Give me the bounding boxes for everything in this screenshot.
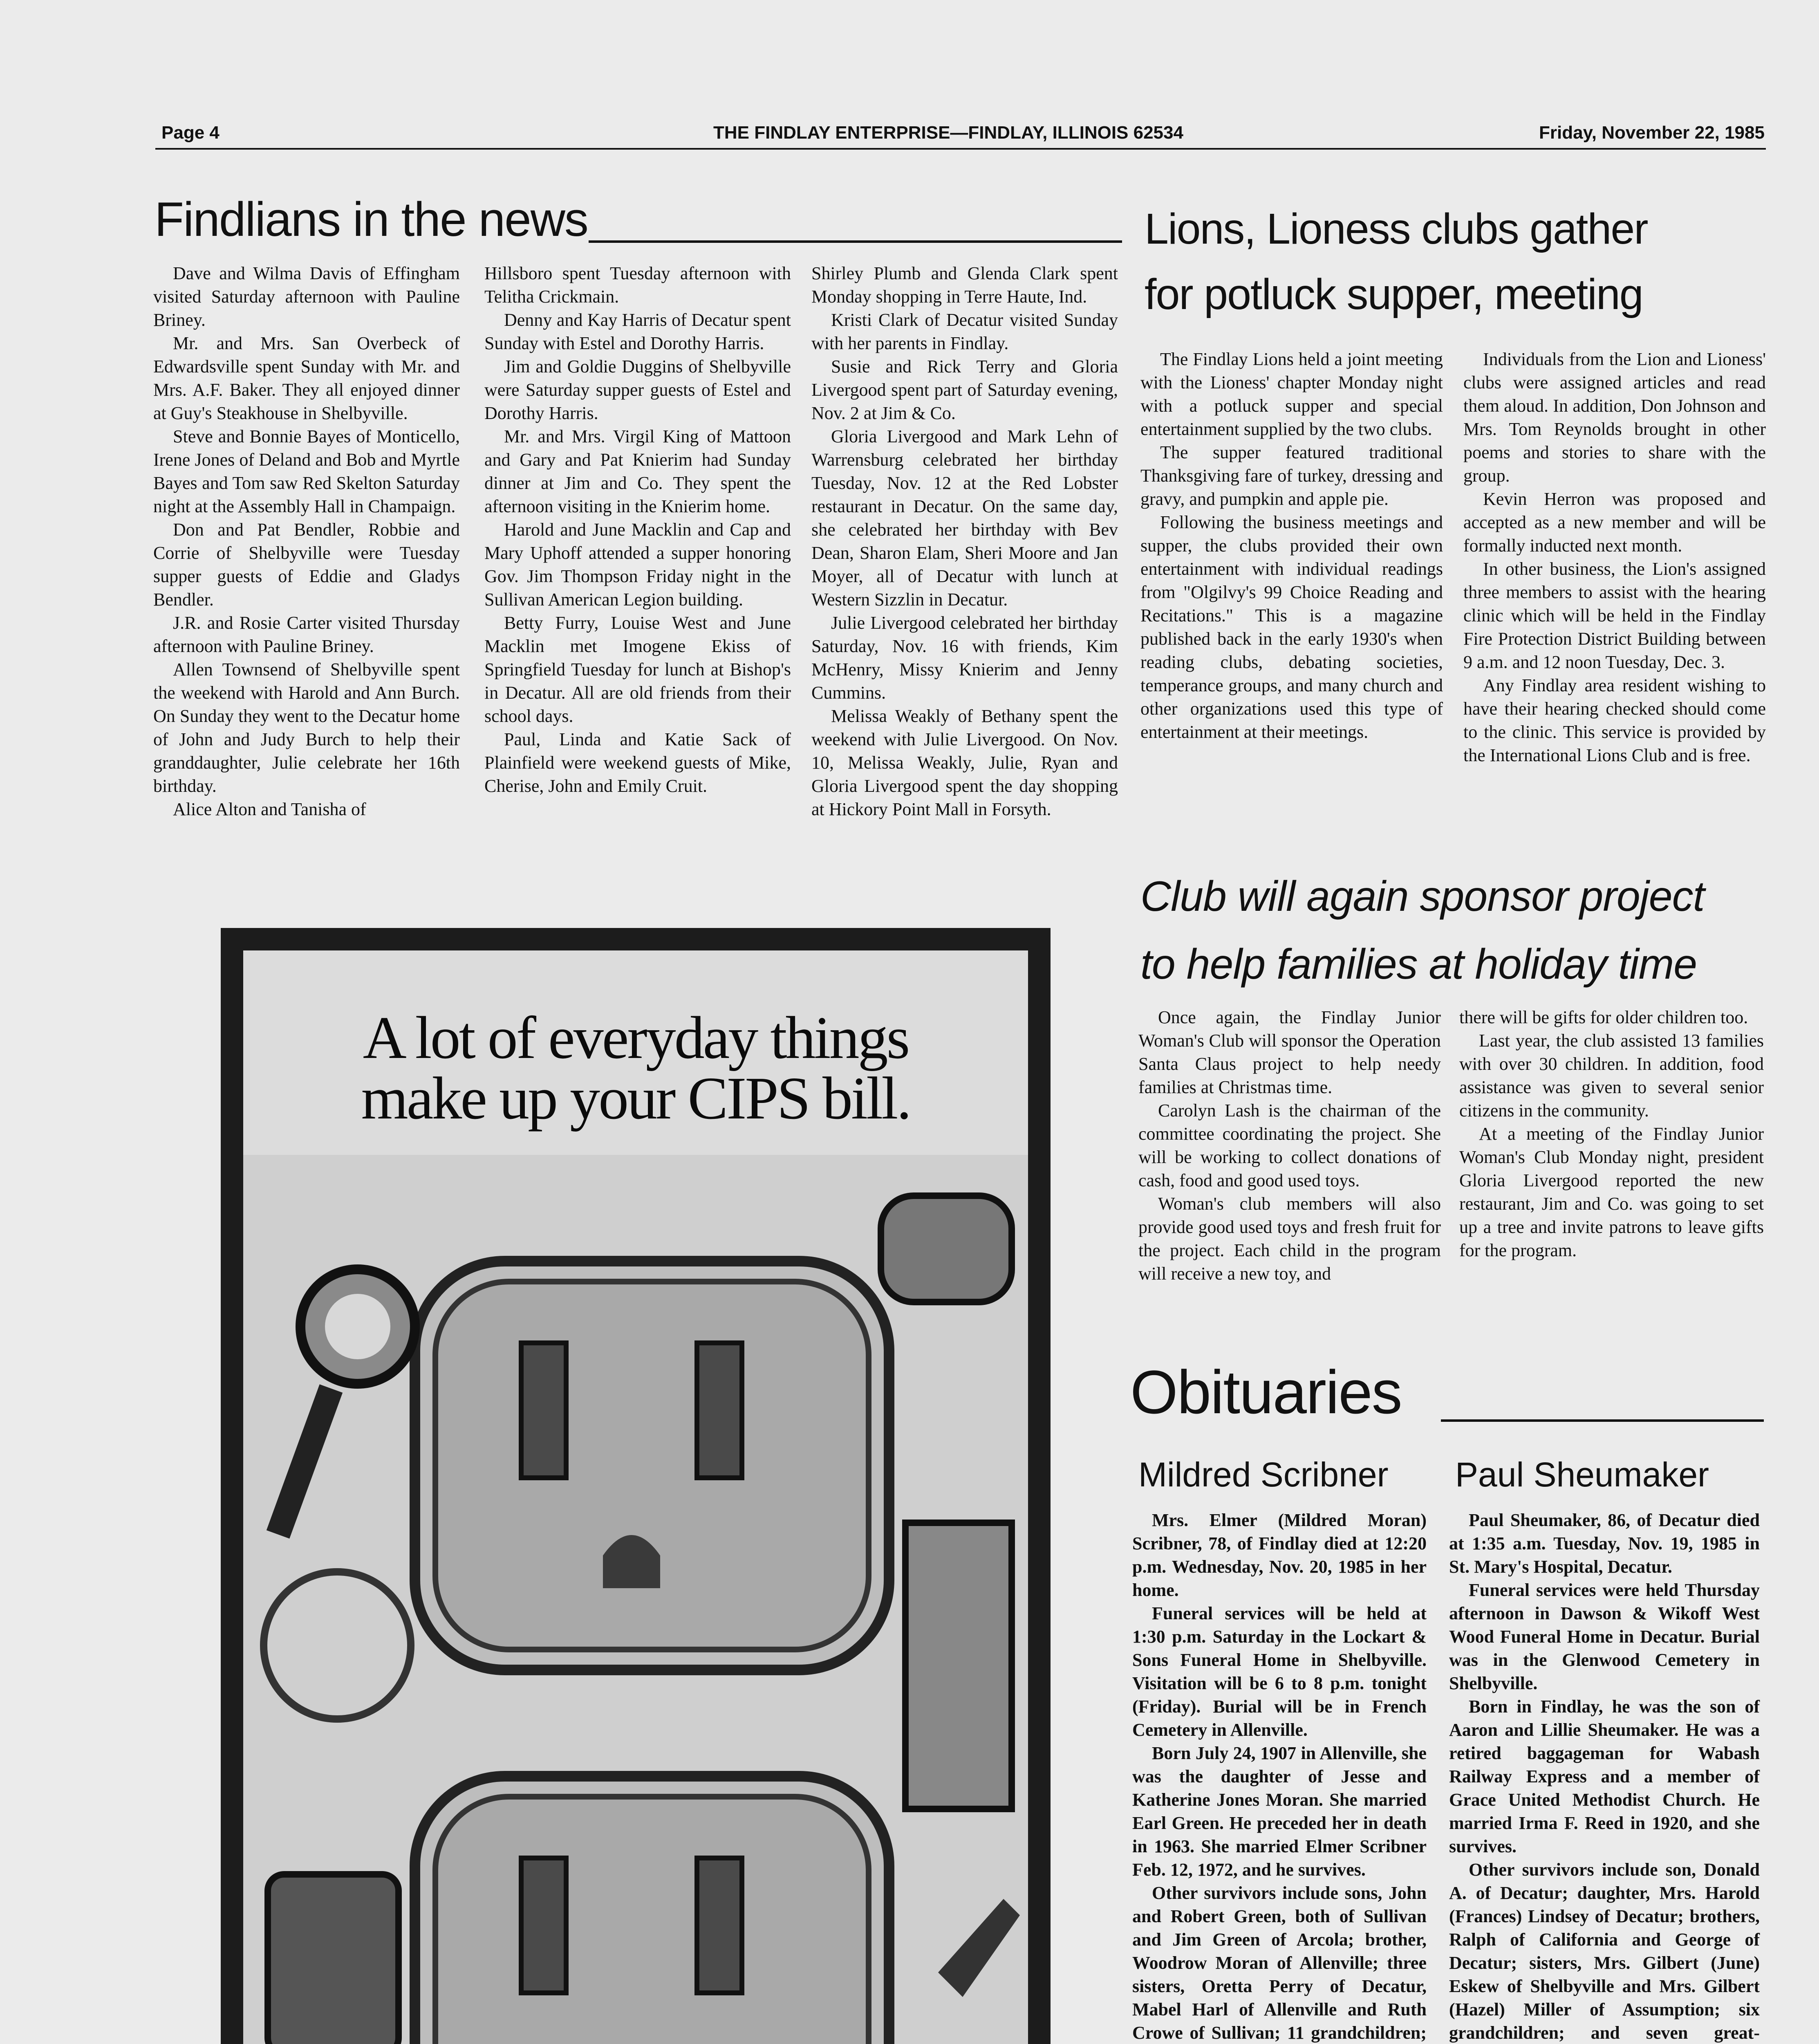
findlians-paragraph: Steve and Bonnie Bayes of Monticello, Irene Jones of Deland and Bob and Myrtle Bayes and Tom saw Red Skelton Saturday night at the Assembly Hall in Champaign. (153, 426, 460, 516)
appliance-outlet-illustration (243, 1155, 1028, 2044)
findlians-paragraph: Jim and Goldie Duggins of Shelbyville were Saturday supper guests of Estel and Dorothy Harris. (484, 356, 791, 423)
findlians-column-3 (811, 262, 1118, 821)
lions-headline (1145, 196, 1766, 327)
club-column-2 (1459, 1006, 1764, 1262)
lions-headline-line: Lions, Lioness clubs gather (1145, 205, 1648, 253)
findlians-paragraph: Mr. and Mrs. San Overbeck of Edwardsville spent Sunday with Mr. and Mrs. A.F. Baker. They all enjoyed dinner at Guy's Steakhouse in Shelbyville. (153, 333, 460, 423)
club-headline-line: Club will again sponsor project (1140, 873, 1705, 920)
lions-paragraph: Kevin Herron was proposed and accepted as a new member and will be formally inducted next month. (1463, 489, 1766, 556)
findlians-paragraph: Allen Townsend of Shelbyville spent the weekend with Harold and Ann Burch. On Sunday they went to the Decatur home of John and Judy Burch to help their granddaughter, Julie celebrate her 16th birthday. (153, 659, 460, 796)
obit-paragraph: Mrs. Elmer (Mildred Moran) Scribner, 78, of Findlay died at 12:20 p.m. Wednesday, Nov. 20, 1985 in her home. (1132, 1510, 1427, 1600)
findlians-column-1 (153, 262, 460, 821)
findlians-paragraph: J.R. and Rosie Carter visited Thursday afternoon with Pauline Briney. (153, 613, 460, 656)
obituaries-title-rule (1441, 1419, 1764, 1422)
findlians-paragraph: Kristi Clark of Decatur visited Sunday with her parents in Findlay. (811, 310, 1118, 353)
club-headline-line: to help families at holiday time (1140, 941, 1697, 988)
page-number: Page 4 (161, 123, 220, 143)
findlians-paragraph: Don and Pat Bendler, Robbie and Corrie of Shelbyville were Tuesday supper guests of Eddie and Gladys Bendler. (153, 520, 460, 610)
cips-headline-line: A lot of everyday things (363, 1004, 909, 1071)
cips-headline (243, 1004, 1028, 1132)
findlians-paragraph: Dave and Wilma Davis of Effingham visited Saturday afternoon with Pauline Briney. (153, 263, 460, 330)
lions-paragraph: The supper featured traditional Thanksgiving fare of turkey, dressing and gravy, and pumpkin and apple pie. (1140, 442, 1443, 509)
lions-paragraph: Any Findlay area resident wishing to have their hearing checked should come to the clinic. This service is provided by the International Lions Club and is free. (1463, 675, 1766, 765)
lions-headline-line: for potluck supper, meeting (1145, 270, 1643, 318)
masthead-rule (155, 148, 1766, 150)
findlians-paragraph: Susie and Rick Terry and Gloria Livergood spent part of Saturday evening, Nov. 2 at Jim & Co. (811, 356, 1118, 423)
obit-paragraph: Born in Findlay, he was the son of Aaron and Lillie Sheumaker. He was a retired baggageman for Wabash Railway Express and a member of Grace United Methodist Church. He married Irma F. Reed in 1920, and she survives. (1449, 1697, 1760, 1856)
lions-column-1 (1140, 347, 1443, 744)
club-paragraph: Carolyn Lash is the chairman of the committee coordinating the project. She will be working to collect donations of cash, food and good used toys. (1138, 1100, 1441, 1190)
club-column-1 (1138, 1006, 1441, 1285)
club-headline (1140, 863, 1770, 998)
club-paragraph: At a meeting of the Findlay Junior Woman's Club Monday night, president Gloria Livergood reported the new restaurant, Jim and Co. was going to set up a tree and invite patrons to leave gifts for the program. (1459, 1124, 1764, 1260)
findlians-title: Findlians in the news (155, 193, 588, 247)
lions-paragraph: Individuals from the Lion and Lioness' clubs were assigned articles and read them aloud. In addition, Don Johnson and Mrs. Tom Reynolds brought in other poems and stories to share with the group. (1463, 349, 1766, 486)
findlians-paragraph: Harold and June Macklin and Cap and Mary Uphoff attended a supper honoring Gov. Jim Thompson Friday night in the Sullivan American Legion building. (484, 520, 791, 610)
obit-paragraph: Other survivors include sons, John and Robert Green, both of Sullivan and Jim Green of Arcola; brother, Woodrow Moran of Allenville; three sisters, Oretta Perry of Decatur, Mabel Harl of Allenville and Ruth Crowe of Sullivan; 11 grandchildren; (1132, 1883, 1427, 2043)
club-paragraph: Once again, the Findlay Junior Woman's Club will sponsor the Operation Santa Claus project to help needy families at Christmas time. (1138, 1007, 1441, 1097)
obit-scribner-body (1132, 1508, 1427, 2044)
findlians-paragraph: Paul, Linda and Katie Sack of Plainfield were weekend guests of Mike, Cherise, John and Emily Cruit. (484, 729, 791, 796)
cips-headline-line: make up your CIPS bill. (361, 1065, 910, 1132)
findlians-title-rule (589, 240, 1122, 243)
paper-name: THE FINDLAY ENTERPRISE—FINDLAY, ILLINOIS 62534 (713, 123, 1183, 143)
findlians-paragraph: Julie Livergood celebrated her birthday Saturday, Nov. 16 with friends, Kim McHenry, Missy Knierim and Jenny Cummins. (811, 613, 1118, 703)
obituaries-title: Obituaries (1130, 1358, 1402, 1426)
findlians-paragraph: Denny and Kay Harris of Decatur spent Sunday with Estel and Dorothy Harris. (484, 310, 791, 353)
issue-date: Friday, November 22, 1985 (1539, 123, 1765, 143)
obit-paragraph: Paul Sheumaker, 86, of Decatur died at 1:35 a.m. Tuesday, Nov. 19, 1985 in St. Mary's Hospital, Decatur. (1449, 1510, 1760, 1577)
lions-paragraph: In other business, the Lion's assigned three members to assist with the hearing clinic which will be held in the Findlay Fire Protection District Building between 9 a.m. and 12 noon Tuesday, Dec. 3. (1463, 559, 1766, 672)
obit-paragraph: Other survivors include son, Donald A. of Decatur; daughter, Mrs. Harold (Frances) Lindsey of Decatur; brothers, Ralph of California and George of Decatur; sisters, Mrs. Gilbert (June) Eskew of Shelbyville and Mrs. Gilbert (Hazel) Miller of Assumption; six grandchildren; and seven great- (1449, 1860, 1760, 2043)
findlians-column-2 (484, 262, 791, 798)
club-paragraph: Woman's club members will also provide good used toys and fresh fruit for the project. Each child in the program will receive a new toy, and (1138, 1194, 1441, 1284)
findlians-paragraph: Gloria Livergood and Mark Lehn of Warrensburg celebrated her birthday Tuesday, Nov. 12 at the Red Lobster restaurant in Decatur. On the same day, she celebrated her birthday with Bev Dean, Sharon Elam, Sheri Moore and Jan Moyer, all of Decatur with lunch at Western Sizzlin in Decatur. (811, 426, 1118, 610)
lions-paragraph: Following the business meetings and supper, the clubs provided their own entertainment with individual readings from "Olgilvy's 99 Choice Reading and Recitations." This is a magazine published back in the early 1930's when reading clubs, debating societies, temperance groups, and many church and other organizations used this type of entertainment at their meetings. (1140, 512, 1443, 742)
findlians-paragraph: Alice Alton and Tanisha of (173, 799, 366, 819)
obit-name-scribner: Mildred Scribner (1138, 1455, 1389, 1494)
findlians-paragraph: Melissa Weakly of Bethany spent the weekend with Julie Livergood. On Nov. 10, Melissa Weakly, Julie, Ryan and Gloria Livergood spent the day shopping at Hickory Point Mall in Forsyth. (811, 706, 1118, 819)
club-paragraph: Last year, the club assisted 13 families with over 30 children. In addition, food assistance was given to several senior citizens in the community. (1459, 1031, 1764, 1121)
lions-paragraph: The Findlay Lions held a joint meeting with the Lioness' chapter Monday night with a potluck supper and special entertainment supplied by the two clubs. (1140, 349, 1443, 439)
lions-column-2 (1463, 347, 1766, 767)
obit-paragraph: Funeral services will be held at 1:30 p.m. Saturday in the Lockart & Sons Funeral Home in Shelbyville. Visitation will be 6 to 8 p.m. tonight (Friday). Burial will be in French Cemetery in Allenville. (1132, 1603, 1427, 1740)
findlians-paragraph: Hillsboro spent Tuesday afternoon with Telitha Crickmain. (484, 263, 791, 307)
obit-sheumaker-body (1449, 1508, 1760, 2044)
findlians-paragraph: Mr. and Mrs. Virgil King of Mattoon and Gary and Pat Knierim had Sunday dinner at Jim and Co. They spent the afternoon visiting in the Knierim home. (484, 426, 791, 516)
obit-paragraph: Funeral services were held Thursday afternoon in Dawson & Wikoff West Wood Funeral Home in Decatur. Burial was in the Glenwood Cemetery in Shelbyville. (1449, 1580, 1760, 1693)
cips-ad-frame (221, 928, 1051, 2044)
obit-name-sheumaker: Paul Sheumaker (1455, 1455, 1709, 1494)
findlians-paragraph: Betty Furry, Louise West and June Macklin met Imogene Ekiss of Springfield Tuesday for lunch at Bishop's in Decatur. All are old friends from their school days. (484, 613, 791, 726)
cips-ad-panel (243, 950, 1028, 2044)
findlians-paragraph: Shirley Plumb and Glenda Clark spent Monday shopping in Terre Haute, Ind. (811, 263, 1118, 307)
club-paragraph: there will be gifts for older children too. (1459, 1007, 1748, 1027)
obit-paragraph: Born July 24, 1907 in Allenville, she was the daughter of Jesse and Katherine Jones Moran. She married Earl Green. He preceded her in death in 1963. She married Elmer Scribner Feb. 12, 1972, and he survives. (1132, 1743, 1427, 1880)
